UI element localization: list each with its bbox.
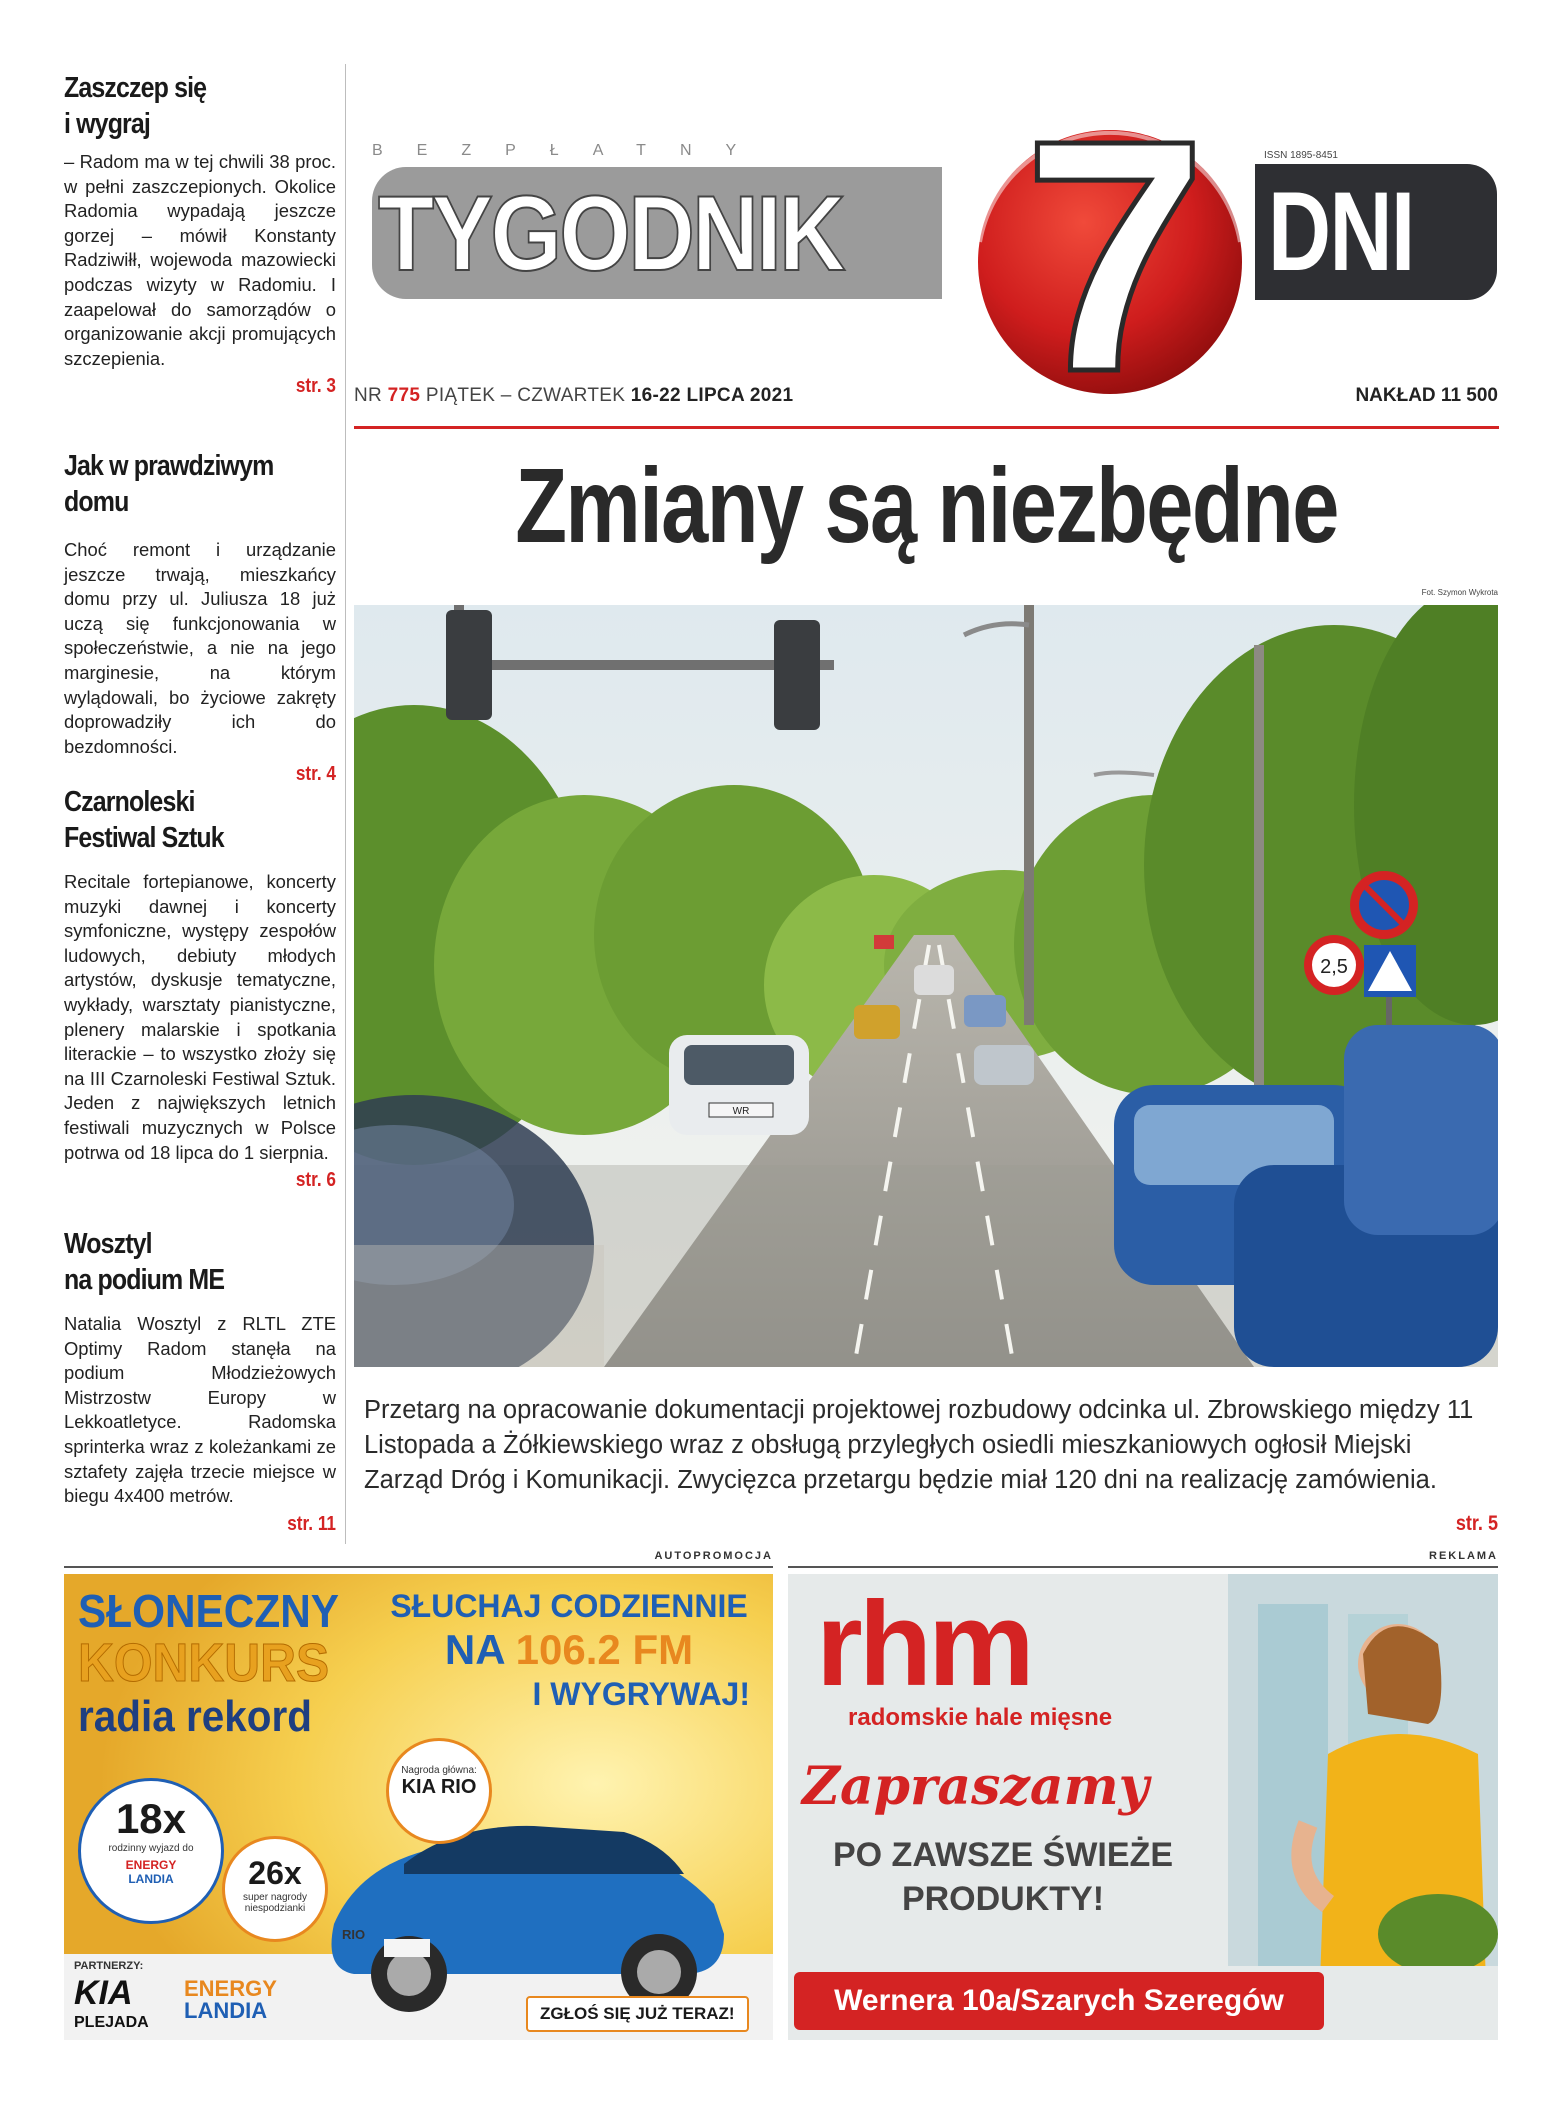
family-trip-badge bbox=[78, 1778, 224, 1924]
story-title[interactable]: Czarnoleski Festiwal Sztuk bbox=[64, 786, 224, 854]
weight-limit-sign: 2,5 bbox=[1320, 956, 1348, 978]
sidebar-story[interactable] bbox=[64, 448, 336, 786]
lead-page-ref[interactable]: str. 5 bbox=[1455, 1512, 1498, 1535]
surprise-desc: super nagrody niespodzianki bbox=[243, 1892, 307, 1914]
energylandia-line1: ENERGY bbox=[184, 1976, 277, 2001]
story-body: Recitale fortepianowe, koncerty muzyki dawnej i koncerty symfoniczne, występy zespołów ludowych, debiuty młodych artystów, dyskusje tematyczne, wykłady, warsztaty pianistyczne, plenery malarskie i spotkania literackie – to wszystko złoży się na III Czarnoleski Festiwal Sztuk. Jeden z największych letnich festiwali muzycznych w Polsce potrwa od 18 lipca do 1 sierpnia. bbox=[64, 871, 336, 1163]
radio-ad-listen: SŁUCHAJ CODZIENNIE bbox=[390, 1588, 748, 1624]
logo-seven: 7 bbox=[1023, 92, 1207, 422]
rhm-logo: rhm bbox=[816, 1577, 1031, 1711]
main-photo[interactable] bbox=[354, 605, 1498, 1367]
circulation: NAKŁAD 11 500 bbox=[1355, 385, 1498, 406]
story-page-ref[interactable]: str. 6 bbox=[295, 1169, 336, 1192]
partners-label: PARTNERZY: bbox=[74, 1960, 144, 1972]
masthead-red-rule bbox=[354, 426, 1499, 429]
story-page-ref[interactable]: str. 3 bbox=[295, 375, 336, 398]
main-headline[interactable]: Zmiany są niezbędne bbox=[515, 447, 1338, 565]
story-body: Choć remont i urządzanie jeszcze trwają, mieszkańcy domu przy ul. Juliusza 18 już uczą się funkcjonowania w społeczeństwie, a nie na jego marginesie, na którym wylądowali, bo życiowe zakręty doprowadziły ich do bezdomności. bbox=[64, 539, 336, 757]
radio-ad-title-1: SŁONECZNY bbox=[78, 1585, 339, 1637]
rhm-invite: Zapraszamy bbox=[802, 1756, 1149, 1817]
radio-contest-ad[interactable] bbox=[64, 1574, 773, 2040]
seven-logo-icon bbox=[950, 92, 1280, 422]
story-title[interactable]: Wosztyl na podium ME bbox=[64, 1228, 225, 1296]
sidebar-story[interactable] bbox=[64, 784, 336, 1192]
rhm-address-banner: Wernera 10a/Szarych Szeregów bbox=[794, 1972, 1324, 2030]
story-title[interactable]: Zaszczep się i wygraj bbox=[64, 72, 207, 140]
story-page-ref[interactable]: str. 4 bbox=[295, 763, 336, 786]
frequency-value: 106.2 FM bbox=[515, 1626, 694, 1673]
ad-label-reklama: REKLAMA bbox=[788, 1550, 1498, 1568]
issue-dates: 16-22 LIPCA 2021 bbox=[630, 385, 794, 406]
issue-number: 775 bbox=[387, 385, 421, 406]
prize-label: Nagroda główna: bbox=[401, 1765, 477, 1776]
car-model-plate: RIO bbox=[342, 1927, 366, 1942]
prize-name: KIA RIO bbox=[401, 1776, 477, 1798]
story-body: – Radom ma w tej chwili 38 proc. w pełni zaszczepionych. Okolice Radomia wypadają jeszcze gorzej – mówił Konstanty Radziwiłł, wojewoda mazowiecki podczas wizyty w Radomiu. I zaapelował do samorządów o organizowanie akcji promujących szczepienia. bbox=[64, 151, 336, 369]
energylandia-logo bbox=[184, 1978, 277, 2022]
photo-credit: Fot. Szymon Wykrota bbox=[1421, 588, 1498, 597]
radio-ad-title-2: KONKURS bbox=[78, 1633, 330, 1693]
trip-count: 18x bbox=[115, 1795, 187, 1842]
rhm-ad[interactable] bbox=[788, 1574, 1498, 2040]
trip-desc: rodzinny wyjazd do bbox=[108, 1843, 194, 1854]
sidebar-story[interactable] bbox=[64, 70, 336, 398]
lead-paragraph: Przetarg na opracowanie dokumentacji projektowej rozbudowy odcinka ul. Zbrowskiego między 11 Listopada a Żółkiewskiego wraz z obsługą przyległych osiedli mieszkaniowych ogłosił Miejski Zarząd Dróg i Komunikacji. Zwycięzca przetargu będzie miał 120 dni na realizację zamówienia. bbox=[364, 1396, 1474, 1494]
surprise-prizes-badge bbox=[222, 1836, 328, 1942]
column-divider bbox=[345, 64, 346, 1544]
trip-energy: ENERGY bbox=[125, 1858, 177, 1872]
trip-landia: LANDIA bbox=[128, 1872, 174, 1886]
apply-now-button[interactable]: ZGŁOŚ SIĘ JUŻ TERAZ! bbox=[526, 1996, 749, 2032]
sidebar-story[interactable] bbox=[64, 1226, 336, 1536]
rhm-subtitle: radomskie hale mięsne bbox=[848, 1704, 1113, 1731]
plejada-logo: PLEJADA bbox=[74, 2014, 149, 2031]
rhm-line1: PO ZAWSZE ŚWIEŻE bbox=[832, 1836, 1174, 1874]
issue-nr-label: NR bbox=[354, 385, 383, 406]
prize-badge bbox=[386, 1738, 492, 1844]
issue-dateline bbox=[354, 385, 793, 407]
masthead-bezplatny: BEZPŁATNY bbox=[372, 142, 771, 159]
radio-ad-brand: radia rekord bbox=[78, 1692, 312, 1741]
story-page-ref[interactable]: str. 11 bbox=[287, 1512, 336, 1535]
masthead-tygodnik: TYGODNIK bbox=[378, 173, 844, 293]
surprise-count: 26x bbox=[248, 1855, 302, 1891]
ad-label-autopromocja: AUTOPROMOCJA bbox=[64, 1550, 773, 1568]
energylandia-line2: LANDIA bbox=[184, 1998, 268, 2023]
kia-logo: KIA bbox=[74, 1974, 133, 2012]
masthead-dni: DNI bbox=[1268, 169, 1414, 294]
story-title[interactable]: Jak w prawdziwym domu bbox=[64, 450, 274, 518]
radio-ad-frequency bbox=[374, 1626, 764, 1674]
rhm-line2: PRODUKTY! bbox=[901, 1880, 1105, 1918]
frequency-prefix: NA bbox=[444, 1626, 516, 1673]
radio-ad-win: I WYGRYWAJ! bbox=[532, 1676, 750, 1712]
story-body: Natalia Wosztyl z RLTL ZTE Optimy Radom stanęła na podium Młodzieżowych Mistrzostw Europy w Lekkoatletyce. Radomska sprinterka wraz z koleżankami ze sztafety zajęła trzecie miejsce w biegu 4x400 metrów. bbox=[64, 1313, 336, 1507]
issn-number: ISSN 1895-8451 bbox=[1264, 150, 1338, 161]
issue-days: PIĄTEK – CZWARTEK bbox=[425, 385, 626, 406]
car-plate: WR bbox=[732, 1106, 750, 1117]
